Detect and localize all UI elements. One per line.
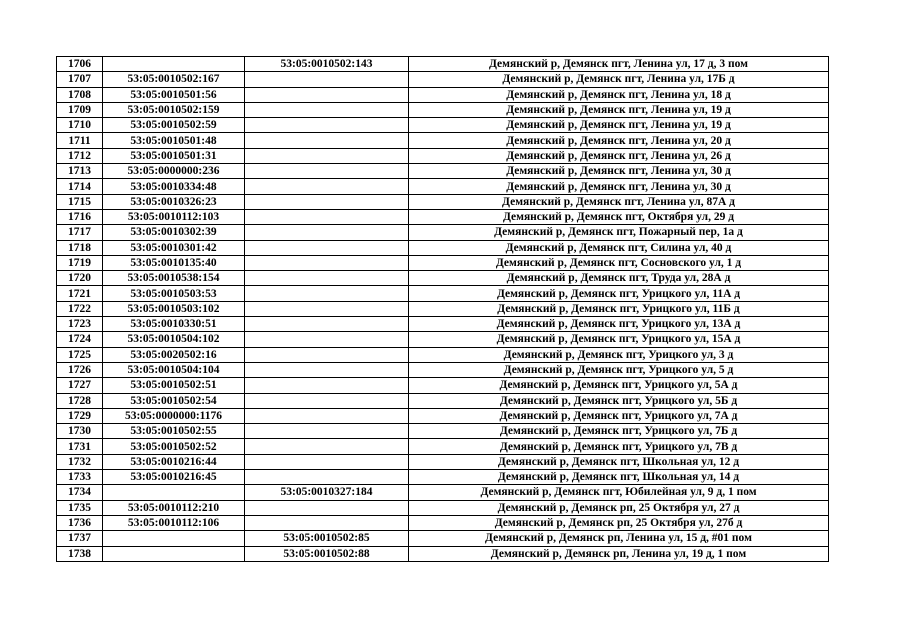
premises-cadastral-number-cell [245,301,409,316]
address-cell: Демянский р, Демянск пгт, Урицкого ул, 5 д [409,362,829,377]
cadastral-number-cell: 53:05:0010502:55 [103,424,245,439]
row-number-cell: 1718 [57,240,103,255]
cadastral-number-cell: 53:05:0010502:52 [103,439,245,454]
property-registry-table [56,56,829,562]
address-cell: Демянский р, Демянск пгт, Урицкого ул, 13А д [409,317,829,332]
table-row [57,531,829,546]
row-number-cell: 1711 [57,133,103,148]
premises-cadastral-number-cell [245,439,409,454]
address-cell: Демянский р, Демянск пгт, Урицкого ул, 7А д [409,408,829,423]
premises-cadastral-number-cell [245,118,409,133]
row-number-cell: 1721 [57,286,103,301]
premises-cadastral-number-cell [245,515,409,530]
cadastral-number-cell: 53:05:0010216:44 [103,454,245,469]
cadastral-number-cell: 53:05:0010504:102 [103,332,245,347]
address-cell: Демянский р, Демянск пгт, Ленина ул, 17Б д [409,72,829,87]
table-row [57,225,829,240]
table-row [57,164,829,179]
row-number-cell: 1729 [57,408,103,423]
cadastral-number-cell: 53:05:0010135:40 [103,255,245,270]
cadastral-number-cell: 53:05:0020502:16 [103,347,245,362]
premises-cadastral-number-cell [245,408,409,423]
premises-cadastral-number-cell [245,225,409,240]
premises-cadastral-number-cell [245,209,409,224]
premises-cadastral-number-cell [245,240,409,255]
address-cell: Демянский р, Демянск пгт, Силина ул, 40 д [409,240,829,255]
premises-cadastral-number-cell [245,286,409,301]
address-cell: Демянский р, Демянск пгт, Ленина ул, 20 д [409,133,829,148]
address-cell: Демянский р, Демянск пгт, Урицкого ул, 3 д [409,347,829,362]
row-number-cell: 1723 [57,317,103,332]
address-cell: Демянский р, Демянск рп, 25 Октября ул, 27 д [409,500,829,515]
table-row [57,470,829,485]
row-number-cell: 1726 [57,362,103,377]
address-cell: Демянский р, Демянск пгт, Урицкого ул, 11Б д [409,301,829,316]
cadastral-number-cell [103,531,245,546]
table-row [57,118,829,133]
address-cell: Демянский р, Демянск пгт, Ленина ул, 19 д [409,102,829,117]
premises-cadastral-number-cell [245,317,409,332]
row-number-cell: 1708 [57,87,103,102]
premises-cadastral-number-cell [245,102,409,117]
cadastral-number-cell: 53:05:0010502:167 [103,72,245,87]
address-cell: Демянский р, Демянск рп, Ленина ул, 19 д, 1 пом [409,546,829,561]
cadastral-number-cell: 53:05:0010502:51 [103,378,245,393]
row-number-cell: 1730 [57,424,103,439]
row-number-cell: 1737 [57,531,103,546]
premises-cadastral-number-cell [245,179,409,194]
row-number-cell: 1727 [57,378,103,393]
cadastral-number-cell: 53:05:0010503:102 [103,301,245,316]
table-row [57,87,829,102]
premises-cadastral-number-cell [245,194,409,209]
cadastral-number-cell: 53:05:0010501:48 [103,133,245,148]
table-row [57,133,829,148]
cadastral-number-cell: 53:05:0010334:48 [103,179,245,194]
address-cell: Демянский р, Демянск пгт, Юбилейная ул, 9 д, 1 пом [409,485,829,500]
address-cell: Демянский р, Демянск пгт, Урицкого ул, 7Б д [409,424,829,439]
cadastral-number-cell: 53:05:0010503:53 [103,286,245,301]
address-cell: Демянский р, Демянск пгт, Урицкого ул, 5Б д [409,393,829,408]
row-number-cell: 1716 [57,209,103,224]
address-cell: Демянский р, Демянск пгт, Урицкого ул, 15А д [409,332,829,347]
row-number-cell: 1722 [57,301,103,316]
cadastral-number-cell: 53:05:0010502:59 [103,118,245,133]
premises-cadastral-number-cell [245,500,409,515]
row-number-cell: 1714 [57,179,103,194]
cadastral-number-cell: 53:05:0010501:56 [103,87,245,102]
cadastral-number-cell: 53:05:0010504:104 [103,362,245,377]
premises-cadastral-number-cell: 53:05:0010502:88 [245,546,409,561]
cadastral-number-cell: 53:05:0010112:210 [103,500,245,515]
row-number-cell: 1713 [57,164,103,179]
table-row [57,57,829,72]
premises-cadastral-number-cell [245,255,409,270]
table-row [57,378,829,393]
table-row [57,362,829,377]
row-number-cell: 1717 [57,225,103,240]
premises-cadastral-number-cell [245,148,409,163]
premises-cadastral-number-cell: 53:05:0010327:184 [245,485,409,500]
row-number-cell: 1707 [57,72,103,87]
row-number-cell: 1719 [57,255,103,270]
table-row [57,148,829,163]
row-number-cell: 1712 [57,148,103,163]
premises-cadastral-number-cell [245,393,409,408]
address-cell: Демянский р, Демянск пгт, Ленина ул, 18 д [409,87,829,102]
cadastral-number-cell: 53:05:0010216:45 [103,470,245,485]
address-cell: Демянский р, Демянск пгт, Ленина ул, 17 д, 3 пом [409,57,829,72]
table-row [57,332,829,347]
address-cell: Демянский р, Демянск рп, 25 Октября ул, 27б д [409,515,829,530]
cadastral-number-cell: 53:05:0000000:236 [103,164,245,179]
cadastral-number-cell: 53:05:0010112:103 [103,209,245,224]
address-cell: Демянский р, Демянск пгт, Октября ул, 29 д [409,209,829,224]
table-row [57,515,829,530]
row-number-cell: 1734 [57,485,103,500]
table-row [57,72,829,87]
premises-cadastral-number-cell [245,332,409,347]
cadastral-number-cell [103,546,245,561]
cadastral-number-cell: 53:05:0010501:31 [103,148,245,163]
row-number-cell: 1733 [57,470,103,485]
premises-cadastral-number-cell [245,347,409,362]
cadastral-number-cell: 53:05:0000000:1176 [103,408,245,423]
premises-cadastral-number-cell [245,470,409,485]
cadastral-number-cell [103,57,245,72]
address-cell: Демянский р, Демянск пгт, Урицкого ул, 11А д [409,286,829,301]
cadastral-number-cell: 53:05:0010302:39 [103,225,245,240]
table-row [57,271,829,286]
premises-cadastral-number-cell [245,72,409,87]
cadastral-number-cell [103,485,245,500]
table-row [57,301,829,316]
address-cell: Демянский р, Демянск пгт, Сосновского ул, 1 д [409,255,829,270]
premises-cadastral-number-cell [245,454,409,469]
premises-cadastral-number-cell [245,424,409,439]
address-cell: Демянский р, Демянск пгт, Ленина ул, 26 д [409,148,829,163]
premises-cadastral-number-cell [245,378,409,393]
address-cell: Демянский р, Демянск рп, Ленина ул, 15 д, #01 пом [409,531,829,546]
address-cell: Демянский р, Демянск пгт, Школьная ул, 14 д [409,470,829,485]
table-row [57,500,829,515]
table-row [57,255,829,270]
premises-cadastral-number-cell: 53:05:0010502:143 [245,57,409,72]
premises-cadastral-number-cell: 53:05:0010502:85 [245,531,409,546]
row-number-cell: 1706 [57,57,103,72]
table-row [57,317,829,332]
address-cell: Демянский р, Демянск пгт, Урицкого ул, 7В д [409,439,829,454]
premises-cadastral-number-cell [245,133,409,148]
table-row [57,209,829,224]
address-cell: Демянский р, Демянск пгт, Ленина ул, 19 д [409,118,829,133]
row-number-cell: 1738 [57,546,103,561]
table-row [57,546,829,561]
row-number-cell: 1731 [57,439,103,454]
table-row [57,286,829,301]
table-row [57,102,829,117]
table-row [57,408,829,423]
premises-cadastral-number-cell [245,271,409,286]
table-row [57,439,829,454]
address-cell: Демянский р, Демянск пгт, Пожарный пер, 1а д [409,225,829,240]
premises-cadastral-number-cell [245,164,409,179]
cadastral-number-cell: 53:05:0010330:51 [103,317,245,332]
address-cell: Демянский р, Демянск пгт, Ленина ул, 30 д [409,164,829,179]
table-row [57,454,829,469]
address-cell: Демянский р, Демянск пгт, Труда ул, 28А д [409,271,829,286]
table-row [57,194,829,209]
table-row [57,424,829,439]
row-number-cell: 1710 [57,118,103,133]
table-row [57,485,829,500]
row-number-cell: 1732 [57,454,103,469]
cadastral-number-cell: 53:05:0010538:154 [103,271,245,286]
row-number-cell: 1715 [57,194,103,209]
cadastral-number-cell: 53:05:0010326:23 [103,194,245,209]
row-number-cell: 1736 [57,515,103,530]
address-cell: Демянский р, Демянск пгт, Ленина ул, 30 д [409,179,829,194]
row-number-cell: 1725 [57,347,103,362]
table-row [57,347,829,362]
table-row [57,179,829,194]
premises-cadastral-number-cell [245,362,409,377]
address-cell: Демянский р, Демянск пгт, Урицкого ул, 5А д [409,378,829,393]
row-number-cell: 1709 [57,102,103,117]
cadastral-number-cell: 53:05:0010301:42 [103,240,245,255]
cadastral-number-cell: 53:05:0010502:159 [103,102,245,117]
cadastral-number-cell: 53:05:0010112:106 [103,515,245,530]
premises-cadastral-number-cell [245,87,409,102]
cadastral-number-cell: 53:05:0010502:54 [103,393,245,408]
table-row [57,240,829,255]
table-body [57,57,829,562]
table-row [57,393,829,408]
row-number-cell: 1728 [57,393,103,408]
row-number-cell: 1724 [57,332,103,347]
address-cell: Демянский р, Демянск пгт, Школьная ул, 12 д [409,454,829,469]
row-number-cell: 1720 [57,271,103,286]
row-number-cell: 1735 [57,500,103,515]
address-cell: Демянский р, Демянск пгт, Ленина ул, 87А д [409,194,829,209]
